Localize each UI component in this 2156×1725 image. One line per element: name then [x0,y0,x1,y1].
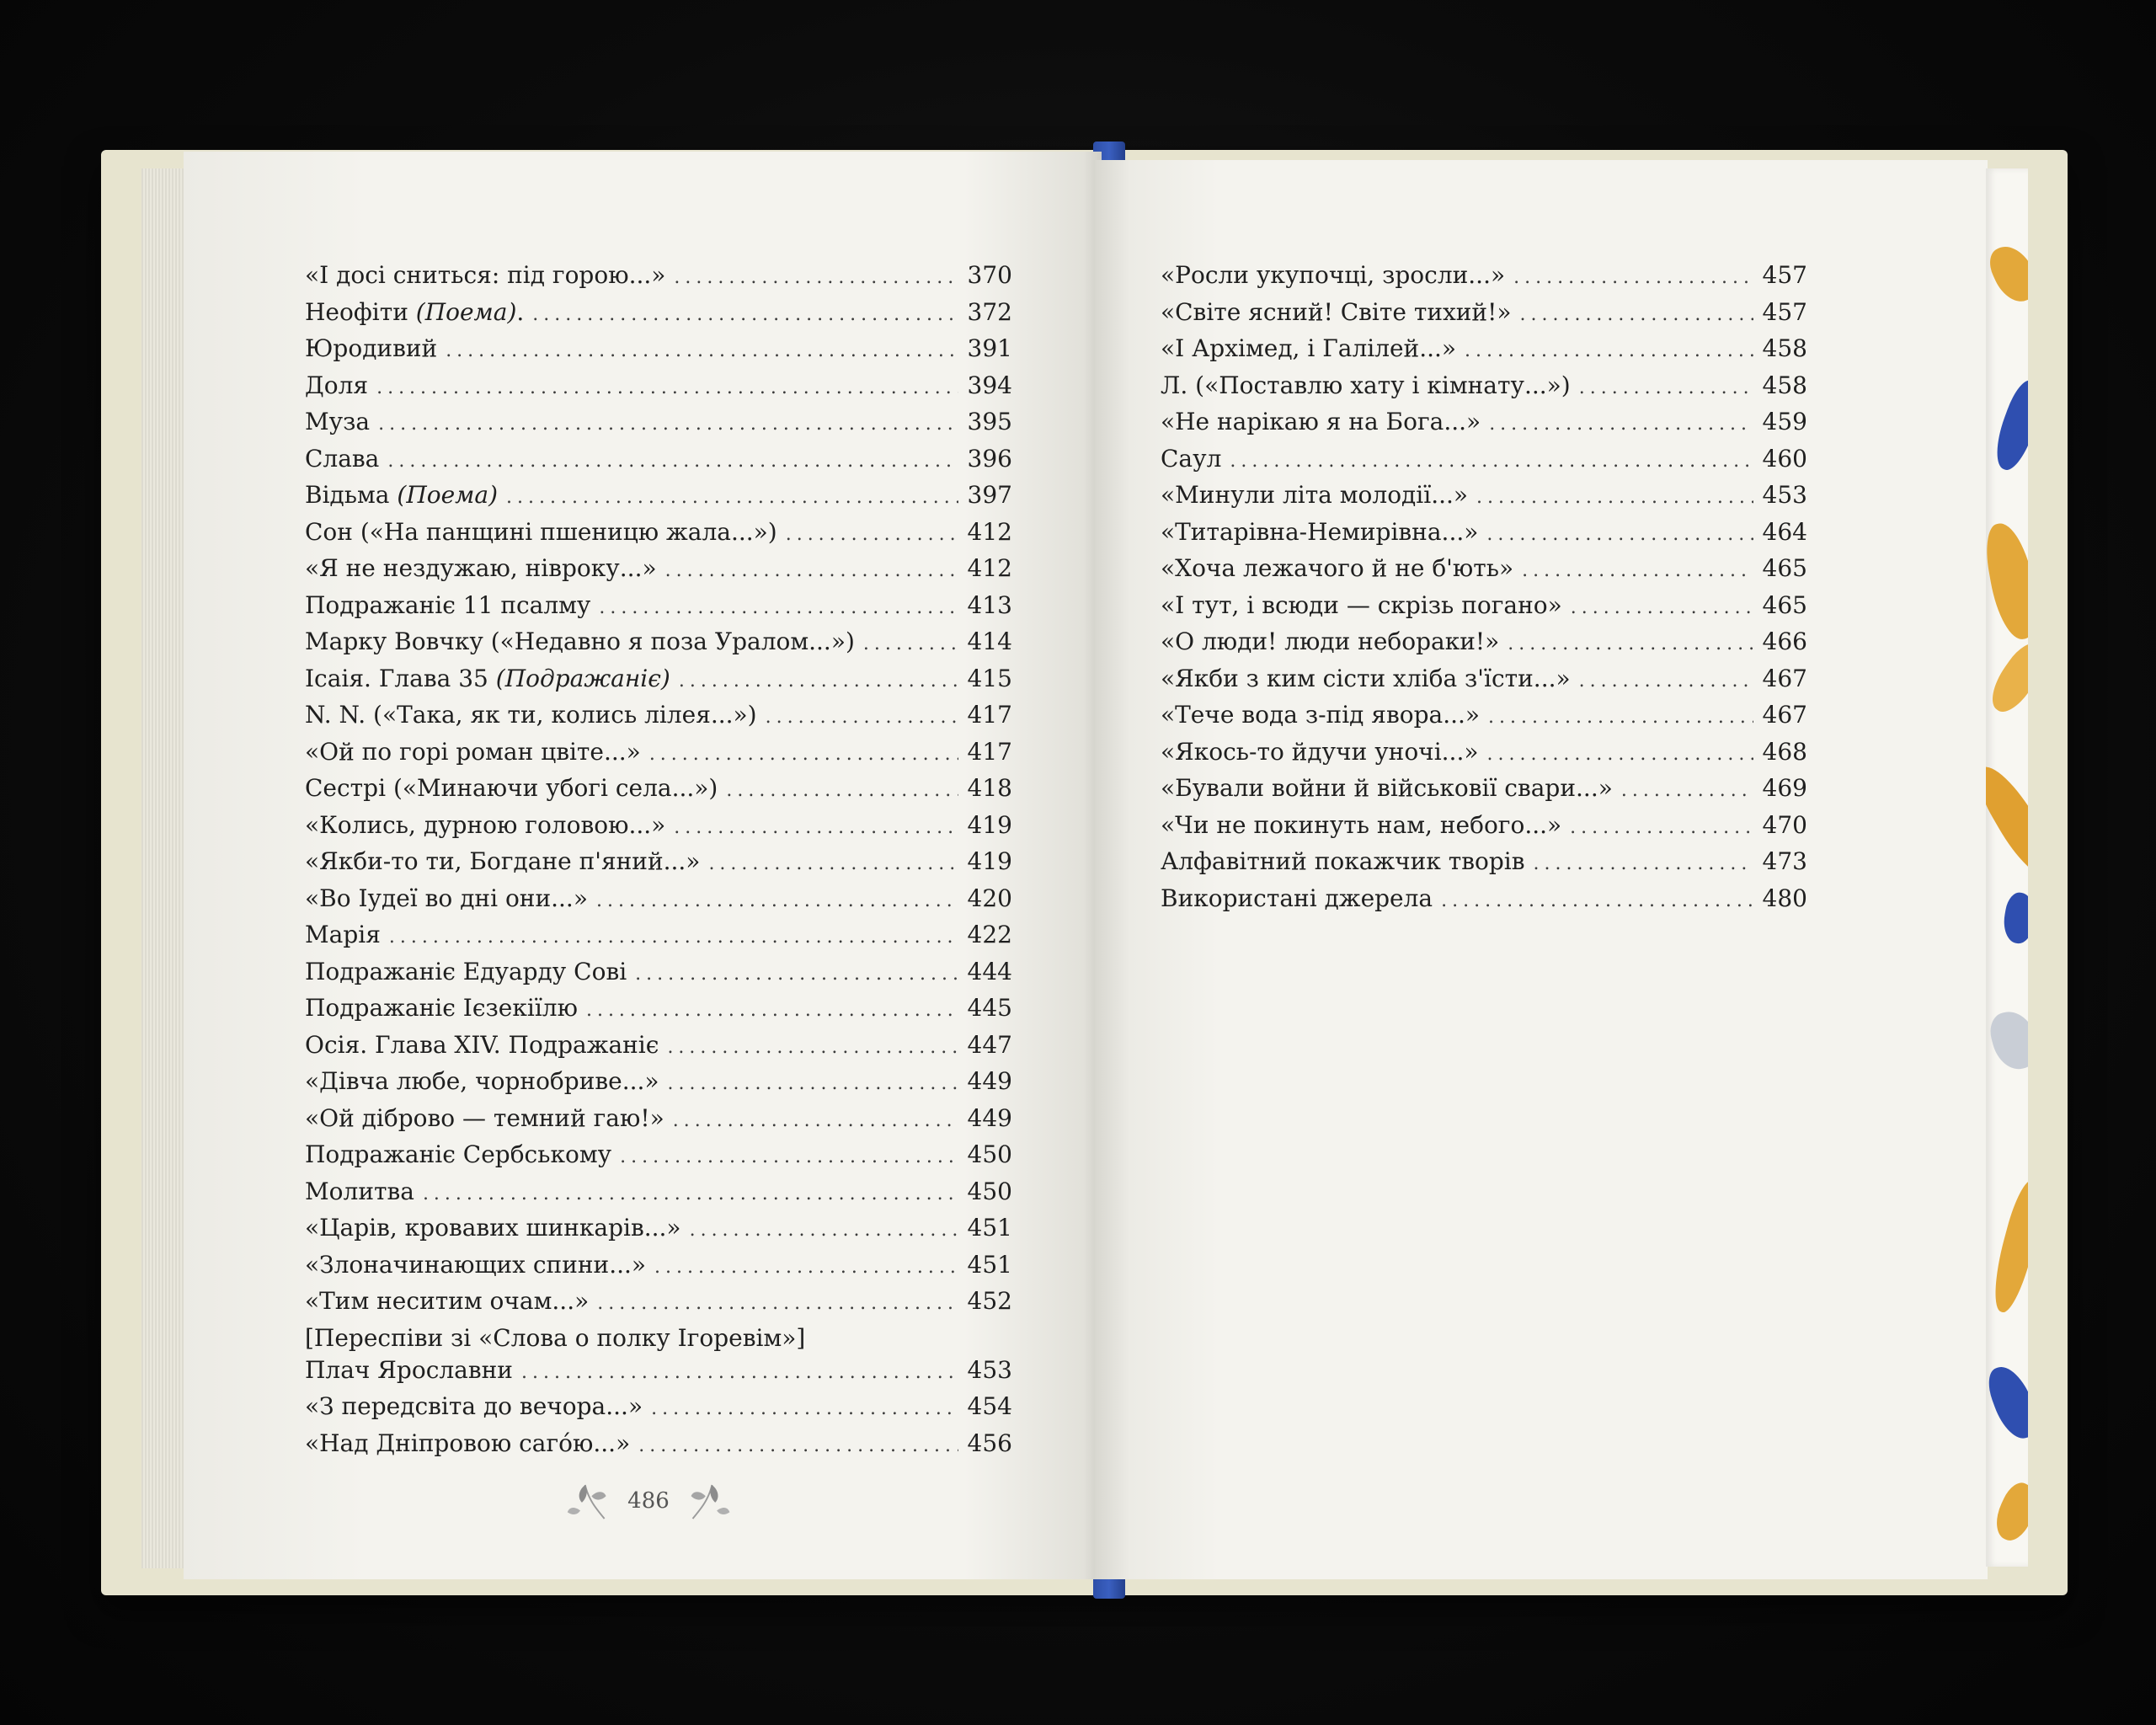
toc-entry [305,518,1012,555]
toc-entry-genre: (Поема) [397,481,498,509]
toc-entry-title-text: «Якби з ким сісти хліба з'їсти...» [1161,664,1571,692]
dot-leader [378,414,958,435]
toc-entry-page: 449 [967,1103,1012,1132]
toc-entry-title [305,1104,664,1132]
toc-entry-page: 457 [1762,261,1807,289]
toc-entry-title-text: «Колись, дурною головою...» [305,810,666,839]
toc-entry [305,884,1012,921]
toc-entry [1161,665,1807,702]
dot-leader [786,524,958,545]
dot-leader [726,780,958,801]
toc-entry [1161,701,1807,738]
toc-entry [305,1031,1012,1068]
toc-entry-title-text: «Злоначинающих спини...» [305,1250,647,1279]
dot-leader [446,340,958,361]
dot-leader [389,927,958,948]
toc-entry-title [305,1356,513,1384]
toc-entry [305,1356,1012,1393]
toc-entry-title [305,1214,681,1242]
toc-entry [1161,738,1807,775]
toc-entry-title-text: «І Архімед, і Галілей...» [1161,334,1457,362]
toc-entry-title-text: Осія. Глава XIV. Подражаніє [305,1030,659,1059]
toc-entry-title-text: «О люди! люди небораки!» [1161,628,1500,655]
toc-entry-title-text: «З передсвіта до вечора...» [305,1392,643,1420]
toc-entry-genre: (Поема) [415,297,517,326]
toc-entry-page: 480 [1762,884,1807,912]
toc-entry-title-text: «Ой по горі роман цвіте...» [305,737,641,766]
toc-entry-title [1161,628,1499,655]
toc-entry-page: 453 [1762,481,1807,509]
toc-entry-title [305,958,627,985]
toc-entry-title-text: «Бували войни й військовії свари...» [1161,774,1613,802]
toc-entry [305,847,1012,884]
dot-leader [1534,853,1754,874]
toc-entry [305,1104,1012,1141]
toc-entry-page: 449 [967,1067,1012,1095]
dot-leader [1488,707,1753,728]
dot-leader [1489,414,1753,435]
toc-entry-title [305,1031,659,1059]
toc-entry-page: 418 [967,774,1012,802]
cover-flap-illustration [1986,168,2028,1567]
dot-leader [651,1398,958,1419]
toc-entry [1161,334,1807,371]
toc-entry-title-text: «Я не нездужаю, нівроку...» [305,554,657,582]
toc-entry-page: 452 [967,1287,1012,1315]
toc-entry-title-text: Подражаніє Едуарду Сові [305,957,627,985]
dot-leader [1519,304,1753,325]
toc-entry [1161,774,1807,811]
toc-entry-title [305,298,524,326]
toc-entry-title-text: «Ой діброво — темний гаю!» [305,1103,664,1132]
toc-entry-title [305,994,578,1022]
toc-entry-page: 458 [1762,334,1807,362]
toc-entry-title-text: Сестрі («Минаючи убогі села...») [305,774,718,802]
toc-entry-title [1161,554,1513,582]
toc-entry-page: 413 [967,590,1012,619]
toc-entry-title [1161,591,1562,619]
page-number: 486 [627,1488,670,1514]
toc-left [305,261,1012,1466]
toc-entry-title-text: «Тече вода з-під явора...» [1161,701,1481,729]
toc-entry-page: 370 [967,261,1012,289]
toc-entry-page: 469 [1762,774,1807,802]
toc-entry-page: 414 [967,628,1012,655]
toc-entry [1161,518,1807,555]
dot-leader [1230,451,1753,472]
dot-leader [674,817,958,838]
toc-entry-title-text: «Тим неситим очам...» [305,1287,590,1315]
dot-leader [1486,744,1753,765]
toc-entry-page: 412 [967,554,1012,582]
toc-entry-title [1161,665,1571,692]
toc-entry-page: 453 [967,1355,1012,1384]
toc-entry-genre: (Подражаніє) [495,664,670,692]
toc-entry-title-text: «Якби-то ти, Богдане п'яний...» [305,847,701,875]
toc-entry-title-text: Юродивий [305,334,438,362]
toc-entry-title [1161,847,1525,875]
toc-entry-title-text: Подражаніє Сербському [305,1140,612,1168]
toc-entry-title [305,554,657,582]
toc-entry-title [305,445,379,473]
toc-entry [305,1287,1012,1324]
toc-right [1161,261,1807,921]
toc-entry-page: 451 [967,1214,1012,1242]
dot-leader [423,1183,958,1204]
toc-entry-title [305,665,670,692]
toc-entry-title-text: N. N. («Така, як ти, колись лілея...») [305,701,757,729]
toc-entry-page: 473 [1762,847,1807,875]
dot-leader [1508,633,1753,654]
dot-leader [1579,670,1753,692]
toc-entry-title [305,1140,611,1168]
toc-entry-title-text: Марку Вовчку («Недавно я поза Уралом...») [305,628,855,655]
toc-entry-title [305,371,368,399]
page-footer [564,1476,733,1526]
toc-entry-page: 420 [967,884,1012,912]
toc-entry [305,921,1012,958]
toc-entry [1161,298,1807,335]
toc-entry-title [1161,518,1478,546]
dot-leader [667,1037,958,1058]
toc-entry-title-text: Л. («Поставлю хату і кімнату...») [1161,371,1571,399]
toc-entry [1161,261,1807,298]
toc-entry-title-text: Муза [305,408,371,435]
toc-entry [1161,628,1807,665]
toc-entry-page: 465 [1762,554,1807,582]
toc-entry [1161,591,1807,628]
toc-entry-page: 465 [1762,590,1807,619]
toc-entry-page: 395 [967,408,1012,435]
dot-leader [1621,780,1753,801]
dot-leader [668,1073,958,1094]
dot-leader [1486,524,1753,545]
toc-entry [305,958,1012,995]
toc-entry [305,554,1012,591]
toc-entry [305,481,1012,518]
dot-leader [376,377,958,398]
toc-entry [1161,481,1807,518]
toc-entry-title [1161,408,1481,435]
toc-entry [305,665,1012,702]
toc-entry [305,701,1012,738]
dot-leader [673,1110,958,1131]
toc-entry-title-text: Неофіти [305,297,416,326]
toc-entry-title-text: Подражаніє Ієзекіїлю [305,994,578,1022]
toc-entry [305,298,1012,335]
dot-leader [679,670,958,692]
toc-entry-title [1161,884,1433,912]
toc-entry-title [305,1287,589,1315]
toc-entry-page: 396 [967,444,1012,473]
toc-entry-title-text: Доля [305,371,369,399]
toc-entry-title-text: Слава [305,444,380,473]
dot-leader [1571,597,1753,618]
toc-entry-title-text: Використані джерела [1161,884,1433,912]
toc-entry-page: 459 [1762,408,1807,435]
toc-entry-page: 460 [1762,444,1807,473]
dot-leader [387,451,958,472]
dot-leader [1476,487,1753,508]
toc-entry-title [305,628,855,655]
toc-entry-title [305,921,381,948]
dot-leader [620,1146,958,1167]
toc-entry-page: 450 [967,1140,1012,1168]
toc-entry-page: 415 [967,664,1012,692]
toc-entry-title-text: «Хоча лежачого й не б'ють» [1161,554,1514,582]
leaf-sprig-icon [685,1477,733,1525]
toc-entry-page: 454 [967,1392,1012,1420]
dot-leader [638,1435,958,1456]
toc-entry-title [305,701,757,729]
toc-entry-title [305,1429,630,1457]
toc-entry [305,371,1012,409]
toc-entry-title [305,774,718,802]
toc-entry-page: 417 [967,737,1012,766]
toc-entry-page: 458 [1762,371,1807,399]
toc-entry-title [305,884,588,912]
toc-entry [1161,884,1807,921]
toc-entry-page: 468 [1762,737,1807,766]
dot-leader [1579,377,1753,398]
dot-leader [1441,890,1753,911]
toc-entry [305,628,1012,665]
dot-leader [766,707,958,728]
toc-entry [1161,554,1807,591]
toc-entry-title-text: «Не нарікаю я на Бога...» [1161,408,1481,435]
dot-leader [649,744,958,765]
toc-entry-title [305,1067,659,1095]
dot-leader [708,853,958,874]
toc-entry-title-text: «Якось-то йдучи уночі...» [1161,737,1479,766]
dot-leader [596,890,958,911]
toc-entry [305,1214,1012,1251]
toc-entry-title [1161,371,1571,399]
toc-entry-page: 447 [967,1030,1012,1059]
toc-entry-title-text: Плач Ярославни [305,1355,513,1384]
dot-leader [506,487,958,508]
toc-entry-page: 470 [1762,810,1807,839]
dot-leader [521,1362,958,1383]
toc-entry [1161,847,1807,884]
toc-entry [305,1140,1012,1178]
toc-entry-page: 466 [1762,628,1807,655]
toc-entry [305,1178,1012,1215]
toc-entry-page: 422 [967,921,1012,948]
toc-entry [305,1392,1012,1429]
dot-leader [599,597,958,618]
dot-leader [635,964,958,985]
toc-entry-title [1161,738,1478,766]
toc-entry-title-text: «Чи не покинуть нам, небого...» [1161,810,1562,839]
toc-entry-title-text: Молитва [305,1177,414,1205]
toc-entry [305,738,1012,775]
toc-entry-title [305,481,498,509]
toc-entry-title [305,261,665,289]
toc-entry [1161,445,1807,482]
toc-entry-title-text: Подражаніє 11 псалму [305,590,591,619]
dot-leader [532,304,958,325]
toc-entry-title-text: Алфавітний покажчик творів [1161,847,1525,875]
toc-entry-page: 444 [967,957,1012,985]
toc-entry-title-text: «Во Іудеї во дні они...» [305,884,588,912]
toc-entry [305,445,1012,482]
toc-entry-title [305,334,437,362]
dot-leader [586,1000,958,1021]
toc-entry-suffix: . [516,297,525,326]
toc-entry [1161,408,1807,445]
toc-entry [305,811,1012,848]
toc-entry-page: 391 [967,334,1012,362]
toc-entry-page: 456 [967,1429,1012,1457]
toc-entry-page: 467 [1762,664,1807,692]
toc-entry [305,774,1012,811]
dot-leader [597,1293,958,1314]
toc-entry-title [305,1251,646,1279]
toc-entry-title-text: «Титарівна-Немирівна...» [1161,517,1479,546]
toc-entry-title-text: Відьма [305,481,398,509]
toc-entry-title [305,518,777,546]
toc-entry-title-text: Ісаія. Глава 35 [305,664,496,692]
toc-entry [305,994,1012,1031]
toc-entry-title [305,408,370,435]
toc-entry-page: 417 [967,701,1012,729]
toc-entry-title [1161,701,1480,729]
toc-entry-title [305,591,590,619]
toc-entry-page: 419 [967,847,1012,875]
toc-entry-page: 451 [967,1250,1012,1279]
toc-entry-page: 467 [1762,701,1807,729]
toc-entry [1161,811,1807,848]
toc-entry-title-text: «І досі сниться: під горою...» [305,261,666,289]
toc-entry [305,591,1012,628]
toc-entry-title [1161,298,1511,326]
toc-entry [305,261,1012,298]
toc-entry-title [1161,811,1561,839]
toc-entry-title [305,811,665,839]
dot-leader [1513,267,1753,288]
toc-entry-title [305,847,700,875]
toc-entry-page: 445 [967,994,1012,1022]
dot-leader [690,1220,958,1241]
toc-entry-title-text: «І тут, і всюди — скрізь погано» [1161,590,1562,619]
toc-entry-title-text: Сон («На панщині пшеницю жала...») [305,517,777,546]
toc-entry [305,1429,1012,1466]
toc-entry-title-text: «Минули літа молодії...» [1161,481,1469,509]
dot-leader [1570,817,1753,838]
dot-leader [1465,340,1753,361]
leaf-sprig-icon [564,1477,612,1525]
toc-entry-page: 412 [967,517,1012,546]
toc-entry-title-text: Марія [305,921,381,948]
toc-entry-page: 464 [1762,517,1807,546]
toc-entry-title [305,738,641,766]
toc-section-heading: [Переспіви зі «Слова о полку Ігоревім»] [305,1323,806,1352]
toc-entry-title [1161,481,1468,509]
toc-entry [305,334,1012,371]
toc-entry [305,1251,1012,1288]
toc-entry-title-text: «Дівча любе, чорнобриве...» [305,1067,659,1095]
toc-entry-title-text: «Над Дніпровою сагóю...» [305,1429,631,1457]
dot-leader [863,633,958,654]
toc-entry-page: 450 [967,1177,1012,1205]
toc-entry [1161,371,1807,409]
toc-entry-title [1161,334,1456,362]
toc-entry-title-text: Саул [1161,444,1222,473]
dot-leader [674,267,958,288]
toc-entry-title-text: «Царів, кровавих шинкарів...» [305,1214,681,1242]
dot-leader [665,560,958,581]
toc-entry [305,1067,1012,1104]
toc-entry-title-text: «Світе ясний! Світе тихий!» [1161,297,1512,326]
toc-entry-title [1161,445,1221,473]
toc-entry-title [305,1178,414,1205]
toc-entry-title [1161,774,1613,802]
toc-entry-title [305,1392,643,1420]
toc-entry [305,408,1012,445]
toc-entry-page: 372 [967,297,1012,326]
toc-entry-page: 397 [967,481,1012,509]
toc-entry-title [1161,261,1505,289]
toc-entry-page: 394 [967,371,1012,399]
dot-leader [654,1257,958,1278]
dot-leader [1522,560,1753,581]
toc-entry-title-text: «Росли укупочці, зросли...» [1161,261,1506,289]
toc-entry-page: 457 [1762,297,1807,326]
toc-entry-page: 419 [967,810,1012,839]
